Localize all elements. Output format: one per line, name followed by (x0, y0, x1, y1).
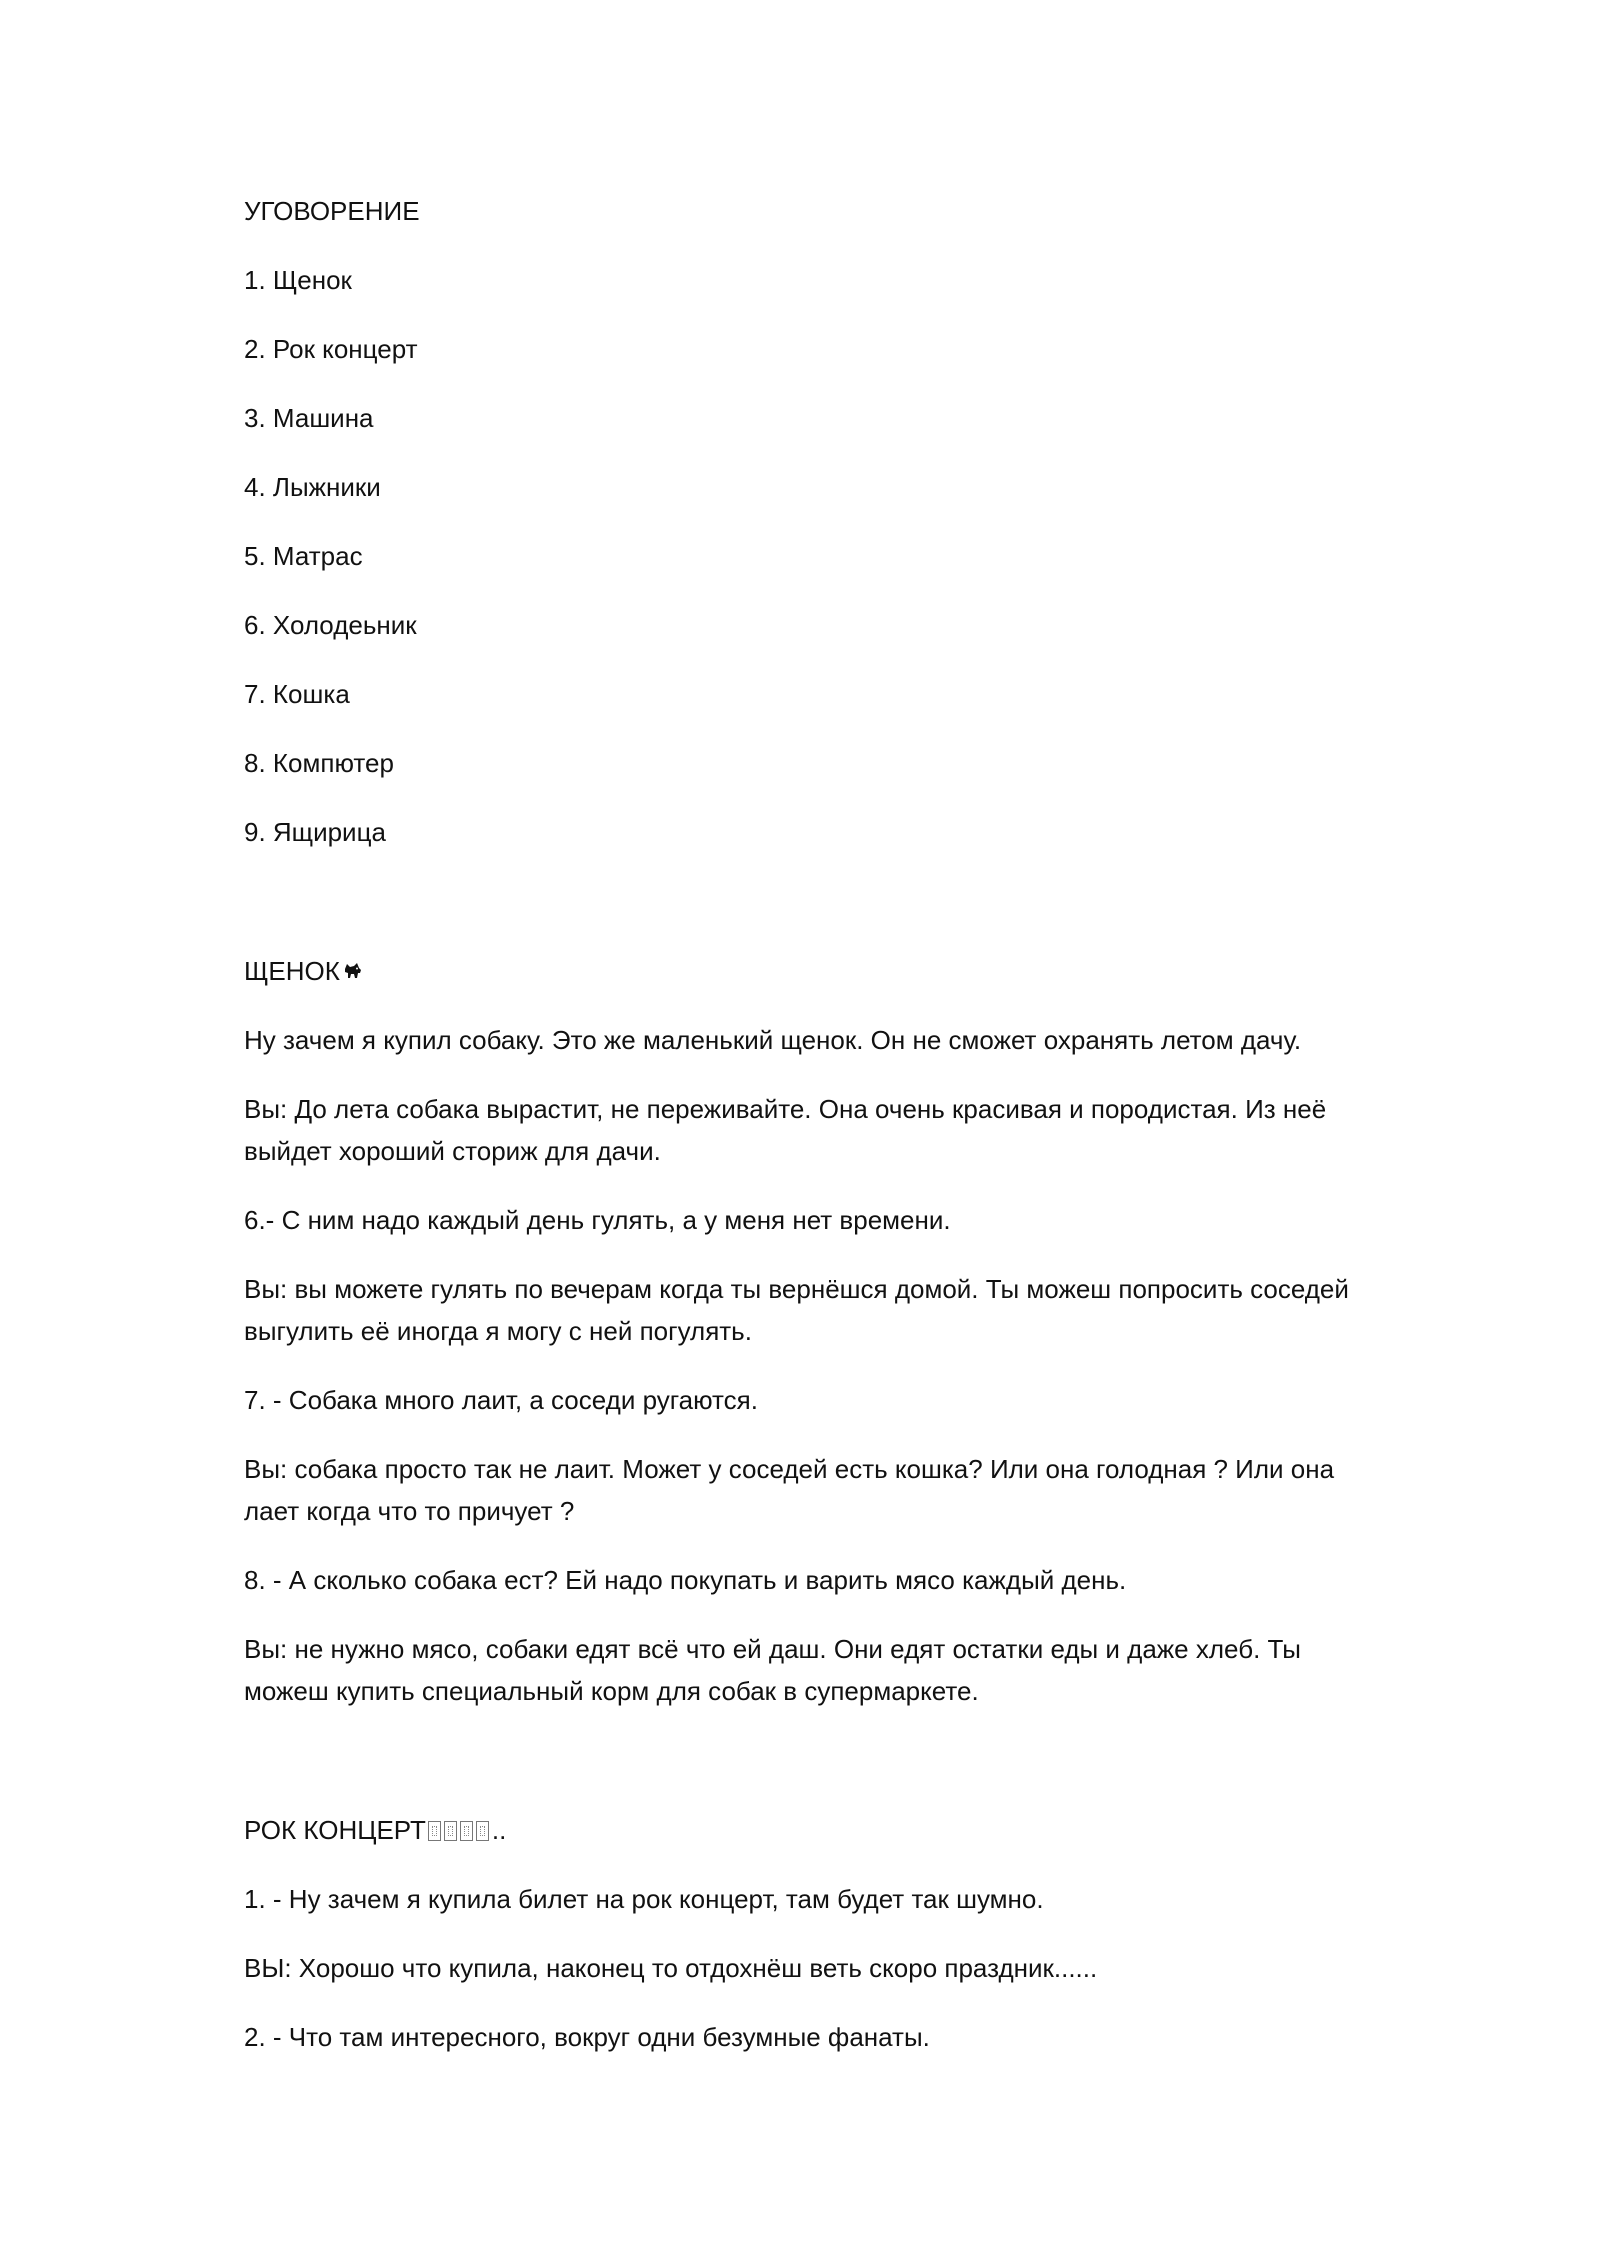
list-item: 3. Машина (244, 403, 374, 433)
dialogue-line: 8. - А сколько собака ест? Ей надо покупать и варить мясо каждый день. (244, 1565, 1127, 1595)
list-item: 5. Матрас (244, 541, 363, 571)
dialogue-line: Ну зачем я купил собаку. Это же маленький щенок. Он не сможет охранять летом дачу. (244, 1025, 1302, 1055)
section-heading (244, 950, 1374, 992)
list-item: 7. Кошка (244, 679, 350, 709)
section-heading-text: РОК КОНЦЕРТ (244, 1815, 426, 1845)
list-item: 9. Ящирица (244, 817, 386, 847)
list-item: 4. Лыжники (244, 472, 381, 502)
list-item: 2. Рок концерт (244, 334, 418, 364)
dialogue-line: Вы: собака просто так не лаит. Может у соседей есть кошка? Или она голодная ? Или она лает когда что то причует ? (244, 1454, 1335, 1526)
dialogue-line: 6.- С ним надо каждый день гулять, а у меня нет времени. (244, 1205, 951, 1235)
dialogue-line: Вы: вы можете гулять по вечерам когда ты вернёшся домой. Ты можеш попросить соседей выгулить её иногда я могу с ней погулять. (244, 1274, 1349, 1346)
section-heading-suffix: .. (491, 1815, 507, 1845)
document-title: УГОВОРЕНИЕ (244, 196, 420, 226)
section-heading (244, 1809, 1374, 1851)
section-heading-text: ЩЕНОК (244, 956, 340, 986)
dialogue-line: Вы: До лета собака вырастит, не переживайте. Она очень красивая и породистая. Из неё выйдет хороший сториж для дачи. (244, 1094, 1327, 1166)
dialogue-line: Вы: не нужно мясо, собаки едят всё что ей даш. Они едят остатки еды и даже хлеб. Ты можеш купить специальный корм для собак в супермаркете. (244, 1634, 1301, 1706)
document-page (244, 190, 1374, 2085)
list-item: 1. Щенок (244, 265, 352, 295)
section-puppy (244, 950, 1374, 1712)
dialogue-line: ВЫ: Хорошо что купила, наконец то отдохнёш веть скоро праздник...... (244, 1953, 1098, 1983)
dialogue-line: 7. - Собака много лаит, а соседи ругаются. (244, 1385, 758, 1415)
list-item: 8. Компютер (244, 748, 394, 778)
section-concert (244, 1809, 1374, 2058)
list-item: 6. Холодеьник (244, 610, 417, 640)
topic-list (244, 259, 1374, 853)
dog-icon (342, 960, 364, 982)
dialogue-line: 1. - Ну зачем я купила билет на рок концерт, там будет так шумно. (244, 1884, 1044, 1914)
dialogue-line: 2. - Что там интересного, вокруг одни безумные фанаты. (244, 2022, 930, 2052)
missing-glyph-icons (428, 1815, 492, 1845)
